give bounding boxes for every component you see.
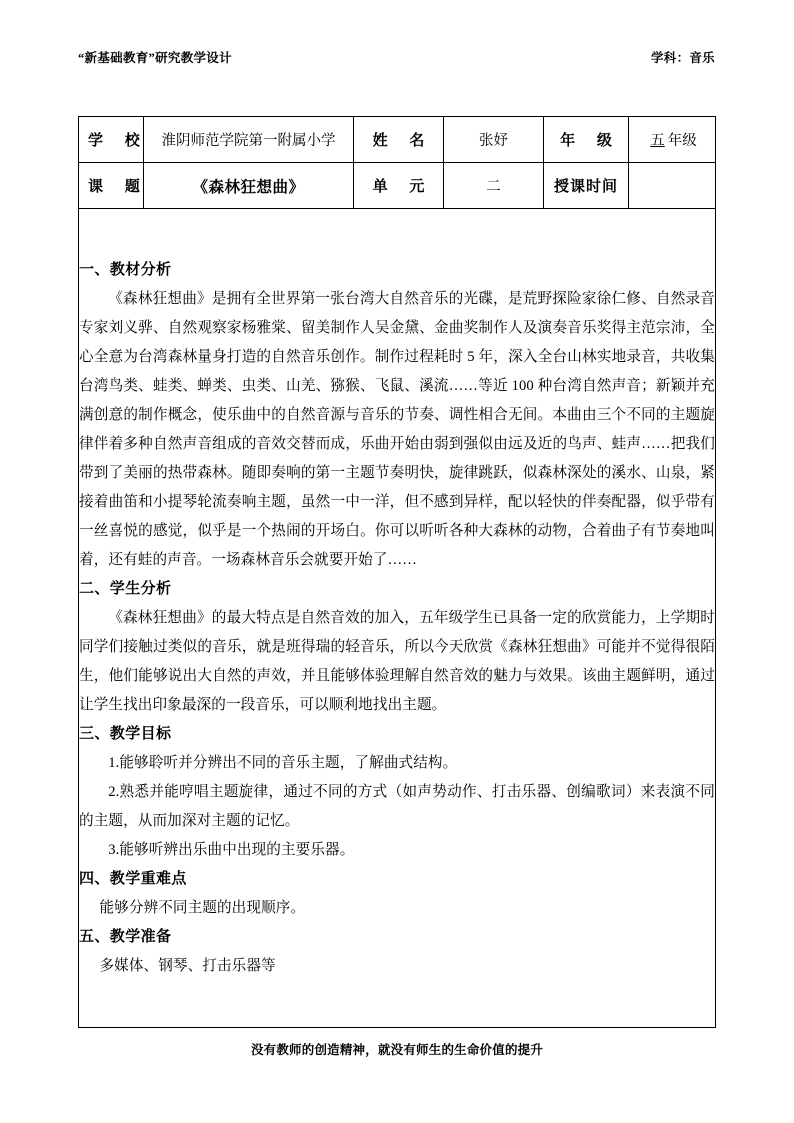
table-row-body xyxy=(79,209,716,1028)
objective-item-3: 3.能够听辨出乐曲中出现的主要乐器。 xyxy=(108,841,355,858)
grade-label: 年 级 xyxy=(544,117,629,163)
unit-value: 二 xyxy=(444,163,544,209)
section-heading-teaching-objectives: 三、教学目标 xyxy=(79,725,172,742)
grade-suffix: 年级 xyxy=(667,133,697,149)
table-row-topic-info xyxy=(79,163,716,209)
table-row-school-info xyxy=(79,117,716,163)
topic-value: 《森林狂想曲》 xyxy=(144,163,354,209)
unit-label: 单 元 xyxy=(354,163,444,209)
section-text-key-difficulties: 能够分辨不同主题的出现顺序。 xyxy=(99,899,306,916)
section-heading-material-analysis: 一、教材分析 xyxy=(79,261,172,278)
teaching-time-label: 授课时间 xyxy=(544,163,629,209)
school-label: 学 校 xyxy=(79,117,144,163)
objective-item-1: 1.能够聆听并分辨出不同的音乐主题，了解曲式结构。 xyxy=(108,754,458,771)
document-footer: 没有教师的创造精神，就没有师生的生命价值的提升 xyxy=(250,1043,544,1057)
section-heading-student-analysis: 二、学生分析 xyxy=(79,580,172,597)
section-text-material-analysis: 《森林狂想曲》是拥有全世界第一张台湾大自然音乐的光碟，是荒野探险家徐仁修、自然录音专家刘义骅、自然观察家杨雅棠、留美制作人吴金黛、金曲奖制作人及演奏音乐奖得主范宗沛，全心全意为台湾森林量身打造的自然音乐创作。制作过程耗时 5 年，深入全台山林实地录音，共收集台湾鸟类、蛙类、蝉类、虫类、山羌、猕猴、飞鼠、溪流……等近 100 种台湾自然声音；新颖并充满创意的制作概念，使乐曲中的自然音源与音乐的节奏、调性相合无间。本曲由三个不同的主题旋律伴着多种自然声音组成的音效交替而成，乐曲开始由弱到强似由远及近的鸟声、蛙声……把我们带到了美丽的热带森林。随即奏响的第一主题节奏明快，旋律跳跃，似森林深处的溪水、山泉，紧接着曲笛和小提琴轮流奏响主题，虽然一中一洋，但不感到异样，配以轻快的伴奏配器，似乎带有一丝喜悦的感觉，似乎是一个热闹的开场白。你可以听听各种大森林的动物，合着曲子有节奏地叫着，还有蛙的声音。一场森林音乐会就要开始了…… xyxy=(79,290,715,568)
header-title-left: “新基础教育”研究教学设计 xyxy=(78,51,232,65)
grade-number: 五 xyxy=(650,133,665,149)
section-text-teaching-preparation: 多媒体、钢琴、打击乐器等 xyxy=(99,957,276,974)
teacher-name-label: 姓 名 xyxy=(354,117,444,163)
lesson-body-cell xyxy=(79,209,716,1028)
section-heading-key-difficulties: 四、教学重难点 xyxy=(79,870,187,887)
section-text-student-analysis: 《森林狂想曲》的最大特点是自然音效的加入，五年级学生已具备一定的欣赏能力，上学期时同学们接触过类似的音乐，就是班得瑞的轻音乐，所以今天欣赏《森林狂想曲》可能并不觉得很陌生，他们能够说出大自然的声效，并且能够体验理解自然音效的魅力与效果。该曲主题鲜明，通过让学生找出印象最深的一段音乐，可以顺利地找出主题。 xyxy=(79,609,715,713)
objective-item-2: 2.熟悉并能哼唱主题旋律，通过不同的方式（如声势动作、打击乐器、创编歌词）来表演不同的主题，从而加深对主题的记忆。 xyxy=(79,783,715,829)
teacher-name-value: 张妤 xyxy=(444,117,544,163)
teaching-time-value xyxy=(629,163,716,209)
school-value: 淮阴师范学院第一附属小学 xyxy=(144,117,354,163)
topic-label: 课 题 xyxy=(79,163,144,209)
header-subject-right: 学科：音乐 xyxy=(650,51,715,65)
document-header xyxy=(78,48,715,66)
section-heading-teaching-preparation: 五、教学准备 xyxy=(79,928,172,945)
lesson-plan-table xyxy=(78,116,716,1028)
grade-value xyxy=(629,117,716,163)
